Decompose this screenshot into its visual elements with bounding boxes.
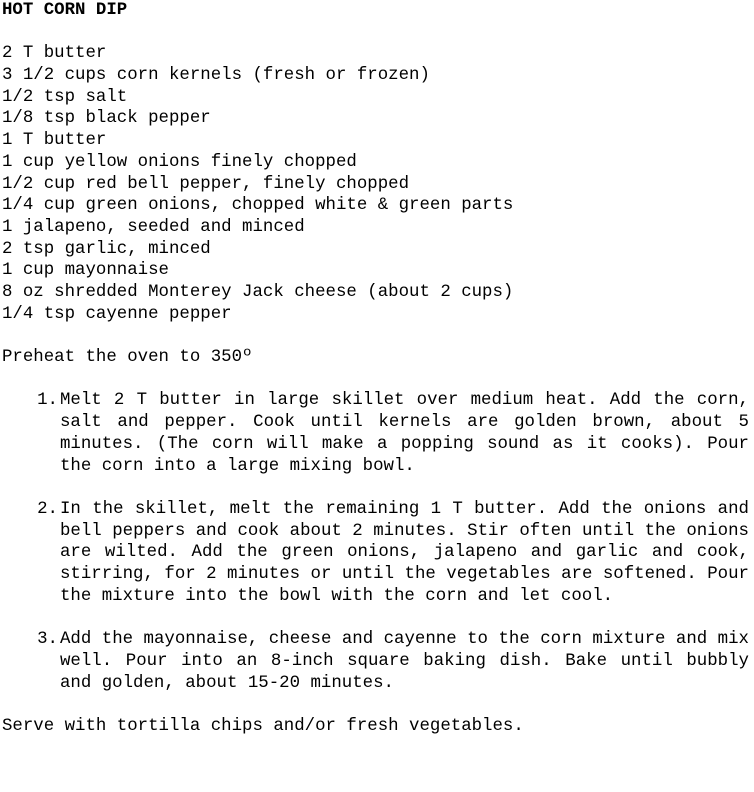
ingredient-item: 1 jalapeno, seeded and minced bbox=[2, 217, 305, 237]
step-number: 3. bbox=[37, 630, 58, 650]
ingredient-item: 1 cup mayonnaise bbox=[2, 261, 169, 281]
ingredient-item: 8 oz shredded Monterey Jack cheese (about 2 cups) bbox=[2, 282, 514, 302]
recipe-title: HOT CORN DIP bbox=[2, 1, 128, 20]
recipe-document bbox=[2, 0, 750, 738]
preheat-instruction: Preheat the oven to 350º bbox=[2, 348, 253, 367]
serving-suggestion: Serve with tortilla chips and/or fresh vegetables. bbox=[2, 716, 524, 736]
ingredient-item: 1/2 cup red bell pepper, finely chopped bbox=[2, 174, 410, 194]
ingredient-item: 1/4 tsp cayenne pepper bbox=[2, 304, 232, 324]
step-item bbox=[2, 390, 750, 477]
step-text: Add the mayonnaise, cheese and cayenne to the corn mixture and mix well. Pour into an 8-inch square baking dish. Bake until bubbly and golden, about 15-20 minutes. bbox=[60, 630, 749, 693]
spacer bbox=[2, 607, 750, 629]
ingredient-item: 2 tsp garlic, minced bbox=[2, 239, 211, 259]
ingredient-item: 1 cup yellow onions finely chopped bbox=[2, 152, 357, 172]
spacer bbox=[2, 369, 750, 391]
spacer bbox=[2, 325, 750, 347]
ingredient-item: 1/2 tsp salt bbox=[2, 87, 128, 107]
spacer bbox=[2, 22, 750, 44]
step-text: Melt 2 T butter in large skillet over medium heat. Add the corn, salt and pepper. Cook until kernels are golden brown, about 5 minutes. (The corn will make a popping sound as it cooks). Pour the corn into a large mixing bowl. bbox=[60, 391, 749, 476]
step-list bbox=[2, 390, 750, 694]
spacer bbox=[2, 694, 750, 716]
step-item bbox=[2, 629, 750, 694]
step-number: 1. bbox=[37, 391, 58, 411]
ingredient-item: 1 T butter bbox=[2, 131, 107, 151]
spacer bbox=[2, 477, 750, 499]
ingredient-item: 2 T butter bbox=[2, 44, 107, 64]
ingredient-item: 1/4 cup green onions, chopped white & green parts bbox=[2, 196, 514, 216]
ingredient-item: 1/8 tsp black pepper bbox=[2, 109, 211, 129]
ingredient-item: 3 1/2 cups corn kernels (fresh or frozen) bbox=[2, 66, 430, 86]
step-number: 2. bbox=[37, 499, 58, 519]
ingredient-list bbox=[2, 43, 750, 325]
step-text: In the skillet, melt the remaining 1 T butter. Add the onions and bell peppers and cook about 2 minutes. Stir often until the onions are wilted. Add the green onions, jalapeno and garlic and cook, stirring, for 2 minutes or until the vegetables are softened. Pour the mixture into the bowl with the corn and let cool. bbox=[60, 499, 749, 606]
step-item bbox=[2, 499, 750, 608]
